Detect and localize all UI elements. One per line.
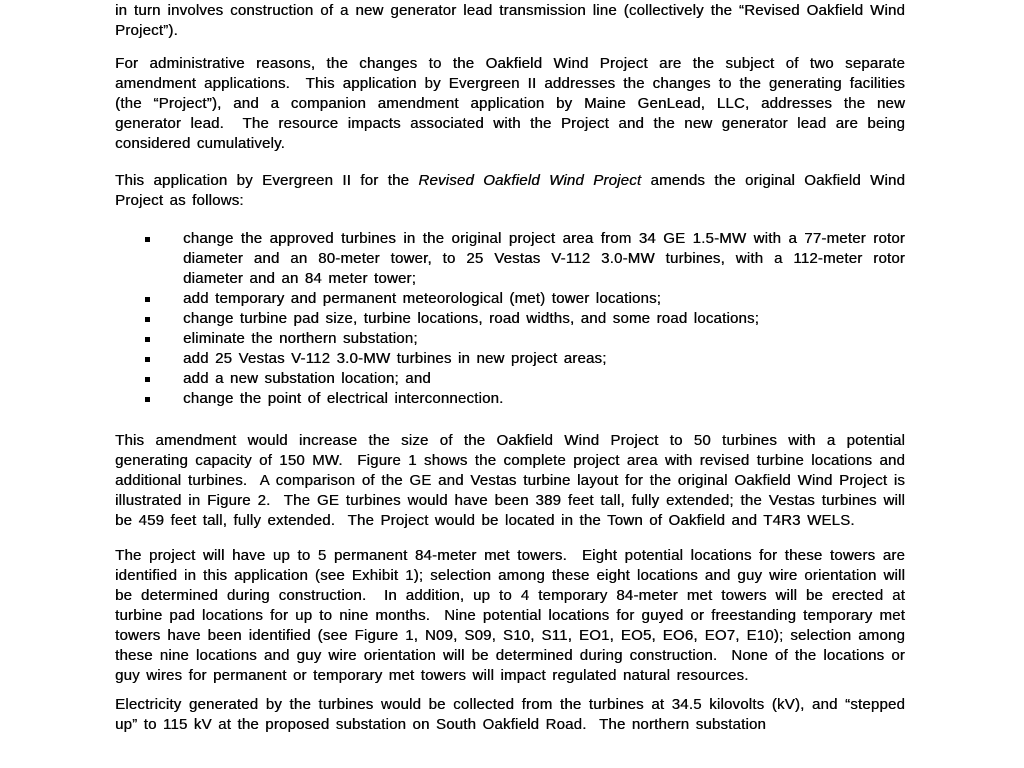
list-item-text: add a new substation location; and <box>183 370 431 387</box>
paragraph-revised-project-continuation: in turn involves construction of a new generator lead transmission line (collectively the “Revised Oakfield Wind Project”). <box>115 2 912 39</box>
list-item-text: change the approved turbines in the original project area from 34 GE 1.5-MW with a 77-meter rotor diameter and an 80-meter tower, to 25 Vestas V-112 3.0-MW turbines, with a 112-meter rotor diameter and an 84 meter tower; <box>183 230 912 287</box>
list-item <box>115 289 905 309</box>
list-item-text: change turbine pad size, turbine locations, road widths, and some road locations; <box>183 310 760 327</box>
list-item <box>115 309 905 329</box>
document-content <box>115 1 912 735</box>
list-item <box>115 349 905 369</box>
list-item <box>115 329 905 349</box>
list-item-text: add 25 Vestas V-112 3.0-MW turbines in new project areas; <box>183 350 607 367</box>
square-bullet-icon <box>145 337 150 342</box>
amends-text-after: amends the original Oakfield Wind Project as follows: <box>115 172 912 209</box>
paragraph-met-towers: The project will have up to 5 permanent 84-meter met towers. Eight potential locations for these towers are identified in this application (see Exhibit 1); selection among these eight locations and guy wire orientation will be determined during construction. In addition, up to 4 temporary 84-meter met towers will be erected at turbine pad locations for up to nine months. Nine potential locations for guyed or freestanding temporary met towers have been identified (see Figure 1, N09, S09, S10, S11, EO1, EO5, EO6, EO7, E10); selection among these nine locations and guy wire orientation will be determined during construction. None of the locations or guy wires for permanent or temporary met towers will impact regulated natural resources. <box>115 547 912 684</box>
square-bullet-icon <box>145 237 150 242</box>
square-bullet-icon <box>145 397 150 402</box>
paragraph-application-amends <box>115 171 912 211</box>
square-bullet-icon <box>145 297 150 302</box>
square-bullet-icon <box>145 357 150 362</box>
list-item-text: eliminate the northern substation; <box>183 330 418 347</box>
list-item <box>115 389 905 409</box>
square-bullet-icon <box>145 377 150 382</box>
paragraph-administrative-reasons: For administrative reasons, the changes to the Oakfield Wind Project are the subject of two separate amendment applications. This application by Evergreen II addresses the changes to the generating facilities (the “Project”), and a companion amendment application by Maine GenLead, LLC, addresses the new generator lead. The resource impacts associated with the Project and the new generator lead are being considered cumulatively. <box>115 55 912 152</box>
amendment-changes-list <box>115 229 912 409</box>
paragraph-amendment-size: This amendment would increase the size of the Oakfield Wind Project to 50 turbines with a potential generating capacity of 150 MW. Figure 1 shows the complete project area with revised turbine locations and additional turbines. A comparison of the GE and Vestas turbine layout for the original Oakfield Wind Project is illustrated in Figure 2. The GE turbines would have been 389 feet tall, fully extended; the Vestas turbines will be 459 feet tall, fully extended. The Project would be located in the Town of Oakfield and T4R3 WELS. <box>115 432 912 529</box>
amends-text-before: This application by Evergreen II for the <box>115 172 419 189</box>
list-item-text: add temporary and permanent meteorological (met) tower locations; <box>183 290 662 307</box>
list-item <box>115 229 912 289</box>
paragraph-electricity: Electricity generated by the turbines would be collected from the turbines at 34.5 kilovolts (kV), and “stepped up” to 115 kV at the proposed substation on South Oakfield Road. The northern substation <box>115 696 912 733</box>
list-item-text: change the point of electrical interconnection. <box>183 390 504 407</box>
square-bullet-icon <box>145 317 150 322</box>
list-item <box>115 369 905 389</box>
amends-project-name-italic: Revised Oakfield Wind Project <box>418 172 642 189</box>
